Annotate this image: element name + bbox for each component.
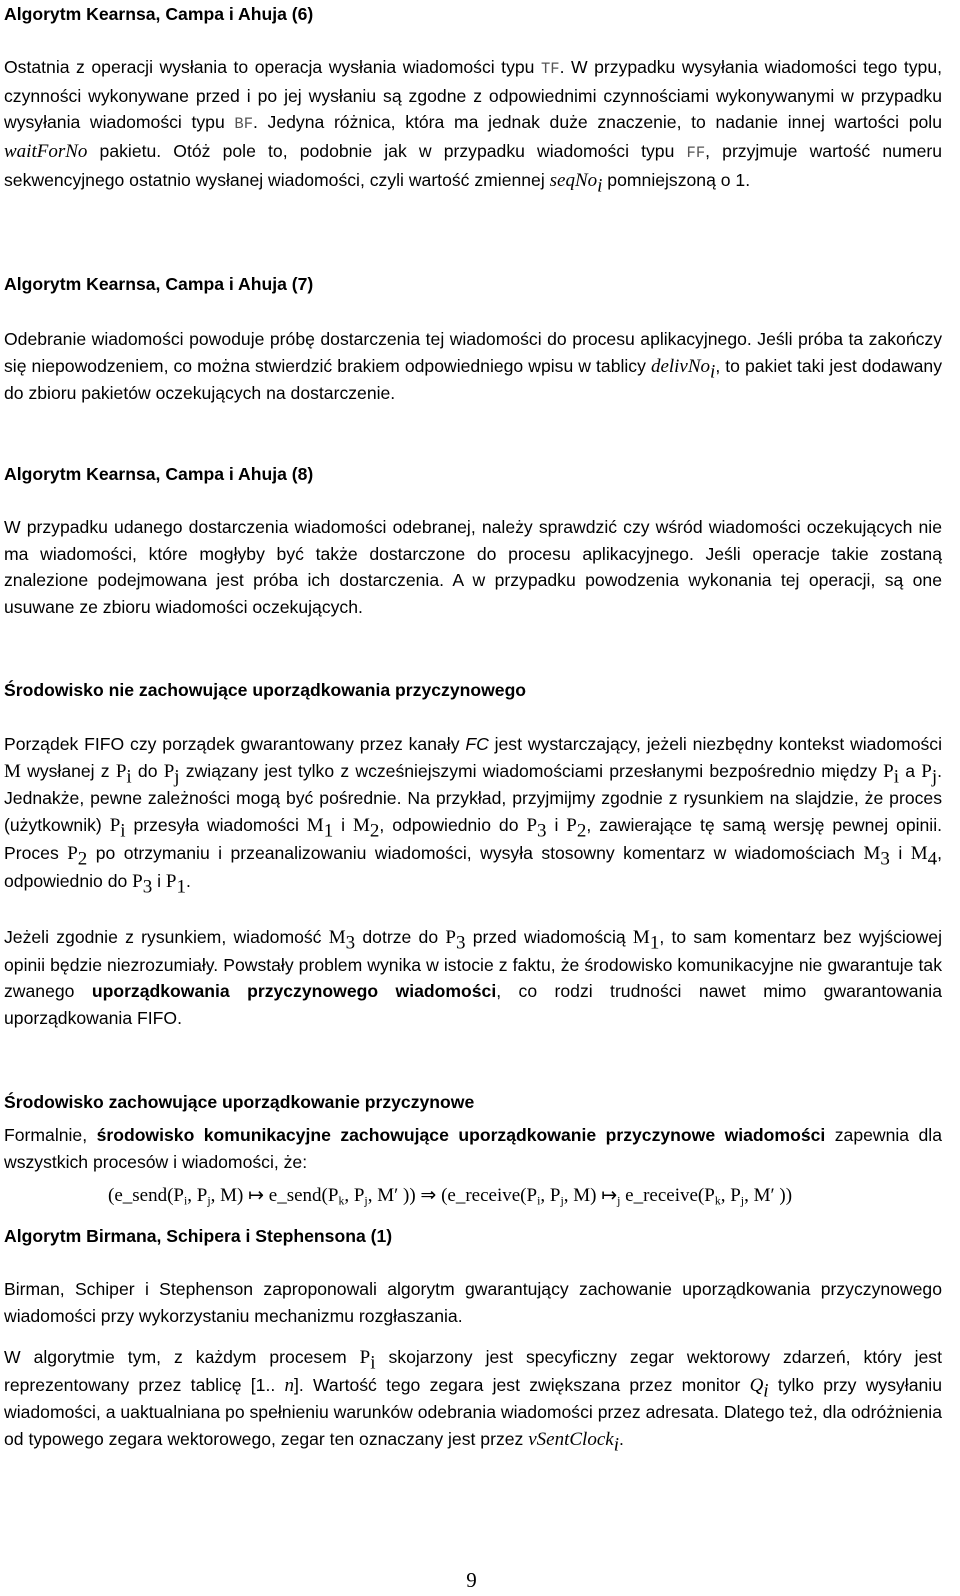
paragraph — [4, 924, 942, 1032]
subscript: 1 — [649, 932, 660, 954]
subscript: 1 — [323, 820, 334, 842]
subscript: j — [364, 1194, 368, 1208]
subscript: i — [613, 1434, 619, 1456]
subscript: i — [893, 766, 900, 788]
text: . Jedyna różnica, która ma jednak duże znaczenie, to nadanie innej wartości polu — [253, 112, 942, 133]
text: . W przypadku wysyłania wiadomości tego typu, czynności wykonywane przed i po jej wysłaniu są zgodne z odpowiednimi czynnościami wykonywanymi w przypadku wysyłania wiadomości typu — [4, 57, 943, 133]
subscript: 3 — [345, 932, 356, 954]
subscript: 2 — [369, 820, 380, 842]
subscript: i — [370, 1352, 376, 1374]
variable: delivNo — [650, 355, 711, 377]
subscript: 3 — [455, 932, 466, 954]
section-heading: Algorytm Kearnsa, Campa i Ahuja (6) — [4, 4, 314, 24]
text: jest wystarczający, jeżeli niezbędny kontekst wiadomości — [488, 734, 942, 754]
section-heading: Algorytm Kearnsa, Campa i Ahuja (7) — [4, 274, 314, 294]
variable: seqNo — [549, 169, 598, 191]
variable: P — [883, 760, 894, 782]
formula-text: , P — [187, 1185, 208, 1206]
formula-text: (e_send(P — [108, 1185, 184, 1206]
text: . — [618, 1429, 624, 1450]
section-heading: Algorytm Birmana, Schipera i Stephensona (1) — [4, 1226, 393, 1246]
text: Formalnie, — [4, 1125, 97, 1145]
subscript: j — [740, 1194, 745, 1208]
variable: Q — [749, 1374, 764, 1396]
code-term: TF — [540, 60, 560, 78]
subscript: 2 — [77, 848, 88, 870]
text: przed wiadomością — [465, 927, 633, 947]
formula-text: , P — [720, 1185, 741, 1206]
text: . — [186, 870, 191, 891]
formula-text: (e_receive(P — [436, 1185, 538, 1206]
code-term: FF — [686, 144, 706, 163]
subscript: i — [763, 1380, 769, 1402]
subscript: i — [537, 1194, 541, 1208]
subscript: j — [617, 1194, 621, 1208]
bold-term: środowisko komunikacyjne zachowujące uporządkowanie przyczynowe wiadomości — [96, 1125, 826, 1145]
text: wysłanej z — [20, 760, 116, 781]
text: pomniejszoną o 1. — [602, 169, 751, 190]
text: Odebranie wiadomości powoduje próbę dostarczenia tej wiadomości do procesu aplikacyjnego. Jeśli próba ta zakończy się niepowodzeniem, co można stwierdzić brakiem odpowiedniego wpisu w tablicy — [4, 329, 942, 376]
formula-text: , M′ )) — [367, 1185, 421, 1206]
paragraph — [4, 1344, 942, 1454]
text: , odpowiednio do — [4, 842, 942, 891]
subscript: j — [207, 1194, 211, 1208]
text: i — [546, 815, 567, 836]
variable: P — [109, 815, 121, 837]
text: do — [131, 760, 164, 781]
text: , co rodzi trudności nawet mimo gwarantowania uporządkowania FIFO. — [4, 981, 942, 1029]
variable: waitForNo — [4, 141, 88, 163]
text: związany jest tylko z wcześniejszymi wiadomościami przesłanymi bezpośrednio między — [179, 760, 884, 781]
formula-text: , M) — [563, 1185, 602, 1206]
section-heading: Środowisko zachowujące uporządkowanie przyczynowe — [4, 1092, 475, 1112]
variable: P — [115, 760, 127, 782]
paragraph — [4, 731, 942, 895]
subscript: 4 — [927, 848, 938, 870]
text: skojarzony jest specyficzny zegar wektorowy zdarzeń, który jest reprezentowany przez tablicę [1.. — [4, 1347, 942, 1395]
text: zapewnia dla wszystkich procesów i wiadomości, że: — [4, 1125, 942, 1172]
variable: P — [67, 842, 78, 864]
paragraph: W przypadku udanego dostarczenia wiadomości odebranej, należy sprawdzić czy wśród wiadomości oczekujących nie ma wiadomości, które mogłyby być także dostarczone do procesu aplikacyjnego. Jeśli operacje takie zostaną znalezione podejmowana jest próba ich dostarczenia. A w przypadku powodzenia wykonania tej operacji, są one usuwane ze zbioru wiadomości oczekujących. — [4, 517, 942, 618]
text: Porządek FIFO czy porządek gwarantowany przez kanały — [4, 734, 466, 754]
text: tylko przy wysyłaniu wiadomości, a uaktualniana po spełnieniu warunków odebrania wiadomości przez adresata. Dlatego też, dla odróżnienia od typowego zegara wektorowego, zegar ten oznaczany jest przez — [4, 1374, 942, 1450]
formula-text: , P — [344, 1185, 365, 1206]
formula-text: , M′ )) — [744, 1185, 793, 1206]
variable: P — [163, 760, 175, 782]
text: dotrze do — [355, 927, 446, 947]
variable: M — [4, 760, 21, 782]
formula-text: , M) — [210, 1185, 249, 1206]
paragraph: Birman, Schiper i Stephenson zaproponowali algorytm gwarantujący zachowanie uporządkowania przyczynowego wiadomości przy wykorzystaniu mechanizmu rozgłaszania. — [4, 1279, 942, 1326]
variable: M — [352, 815, 370, 837]
text: pakietu. Otóż pole to, podobnie jak w przypadku wiadomości typu — [87, 141, 687, 162]
text: , przyjmuje wartość numeru sekwencyjnego ostatnio wysłanej wiadomości, czyli wartość zmiennej — [4, 141, 942, 190]
bold-term: uporządkowania przyczynowego wiadomości — [91, 981, 497, 1002]
paragraph — [4, 326, 942, 407]
subscript: k — [338, 1194, 345, 1208]
subscript: i — [597, 175, 603, 197]
variable: vSentClock — [528, 1429, 614, 1451]
implies-icon: ⇒ — [420, 1185, 437, 1206]
subscript: j — [560, 1194, 564, 1208]
formula-text: e_receive(P — [620, 1185, 715, 1206]
maps-to-icon: ↦ — [248, 1185, 265, 1206]
variable: n — [284, 1374, 294, 1396]
subscript: k — [714, 1194, 721, 1208]
variable: P — [566, 815, 577, 837]
subscript: 3 — [880, 848, 890, 870]
subscript: i — [126, 766, 132, 788]
subscript: 1 — [176, 875, 186, 897]
text: po otrzymaniu i przeanalizowaniu wiadomości, wysyła stosowny komentarz w wiadomościach — [87, 842, 864, 863]
causal-order-formula — [108, 1183, 928, 1209]
emphasis: FC — [465, 734, 489, 754]
maps-to-icon: ↦ — [601, 1185, 618, 1206]
code-term: BF — [234, 115, 254, 134]
subscript: 2 — [576, 820, 587, 842]
paragraph — [4, 54, 942, 195]
text: przesyła wiadomości — [125, 815, 307, 836]
text: , to sam komentarz bez wyjściowej opinii będzie niezrozumiały. Powstały problem wynika w istocie z faktu, że środowisko komunikacyjne nie gwarantuje tak zwanego — [4, 927, 942, 1002]
text: i — [152, 870, 166, 891]
subscript: i — [120, 820, 126, 842]
text: . Jednakże, pewne zależności mogą być pośrednie. Na przykład, przyjmijmy zgodnie z rysunkiem na slajdzie, że proces (użytkownik) — [4, 760, 943, 836]
subscript: 3 — [537, 820, 547, 842]
variable: M — [632, 927, 650, 948]
text: ]. Wartość tego zegara jest zwiększana przez monitor — [293, 1374, 750, 1395]
text: , odpowiednio do — [379, 815, 527, 836]
variable: P — [921, 760, 932, 782]
text: Jeżeli zgodnie z rysunkiem, wiadomość — [4, 927, 329, 947]
text: Ostatnia z operacji wysłania to operacja wysłania wiadomości typu — [4, 57, 541, 77]
subscript: i — [710, 361, 716, 383]
variable: P — [445, 927, 456, 948]
section-heading: Środowisko nie zachowujące uporządkowania przyczynowego — [4, 680, 527, 700]
text: , zawierające tę samą wersję pewnej opinii. Proces — [4, 815, 943, 863]
text: a — [899, 760, 922, 781]
variable: P — [165, 870, 177, 892]
paragraph — [4, 1122, 942, 1175]
section-heading: Algorytm Kearnsa, Campa i Ahuja (8) — [4, 464, 314, 484]
formula-text: , P — [540, 1185, 561, 1206]
variable: M — [328, 927, 346, 948]
variable: M — [863, 842, 881, 864]
subscript: j — [931, 766, 938, 788]
text: i — [333, 815, 353, 836]
variable: P — [526, 815, 538, 837]
formula-text: e_send(P — [264, 1185, 339, 1206]
text: , to pakiet taki jest dodawany do zbioru pakietów oczekujących na dostarczenie. — [4, 355, 943, 404]
variable: P — [132, 870, 143, 892]
page-number: 9 — [466, 1568, 477, 1592]
text: W algorytmie tym, z każdym procesem — [4, 1347, 360, 1367]
variable: P — [359, 1347, 371, 1368]
subscript: i — [183, 1194, 188, 1208]
subscript: j — [174, 766, 180, 788]
subscript: 3 — [142, 875, 153, 897]
text: i — [889, 842, 911, 863]
variable: M — [306, 815, 324, 837]
variable: M — [910, 842, 928, 864]
